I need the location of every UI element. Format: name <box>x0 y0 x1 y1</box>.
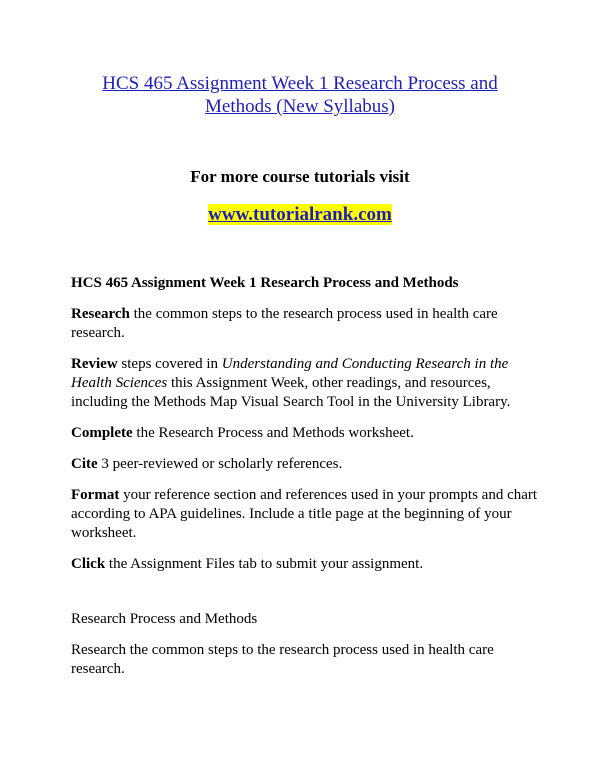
assignment-heading: HCS 465 Assignment Week 1 Research Process and Methods <box>71 275 459 291</box>
cite-text: 3 peer-reviewed or scholarly references. <box>97 456 343 472</box>
complete-paragraph <box>71 424 541 443</box>
review-text-a: steps covered in <box>117 356 222 372</box>
complete-text: the Research Process and Methods worksheet. <box>132 425 414 441</box>
review-keyword: Review <box>71 356 118 372</box>
complete-keyword: Complete <box>71 425 133 441</box>
review-text-b: this Assignment Week, other readings, and resources, including the Methods Map Visual Search Tool in the University Library. <box>71 375 511 410</box>
click-paragraph <box>71 555 541 574</box>
cite-keyword: Cite <box>71 456 98 472</box>
research-paragraph <box>71 305 541 343</box>
research-keyword: Research <box>71 306 130 322</box>
format-keyword: Format <box>71 487 120 503</box>
section-spacer <box>71 586 541 610</box>
document-title-link[interactable] <box>60 72 540 118</box>
cite-paragraph <box>71 455 541 474</box>
format-text: your reference section and references used in your prompts and chart according to APA guidelines. Include a title page at the beginning of your worksheet. <box>71 487 538 541</box>
tutorial-site-link[interactable] <box>60 203 540 226</box>
format-paragraph <box>71 486 541 543</box>
visit-text: For more course tutorials visit <box>190 167 410 186</box>
click-text: the Assignment Files tab to submit your assignment. <box>105 556 424 572</box>
title-line-1: HCS 465 Assignment Week 1 Research Process and <box>102 73 498 94</box>
review-paragraph <box>71 355 541 412</box>
site-link-text: www.tutorialrank.com <box>208 204 392 225</box>
click-keyword: Click <box>71 556 106 572</box>
section-title: Research Process and Methods <box>71 611 258 627</box>
review-book-title: Understanding and Conducting Research in the Health Sciences <box>71 356 509 391</box>
research-text: the common steps to the research process used in health care research. <box>71 306 498 341</box>
document-body <box>71 274 541 691</box>
title-line-2: Methods (New Syllabus) <box>205 96 395 117</box>
section-text: Research the common steps to the research process used in health care research. <box>71 642 494 677</box>
